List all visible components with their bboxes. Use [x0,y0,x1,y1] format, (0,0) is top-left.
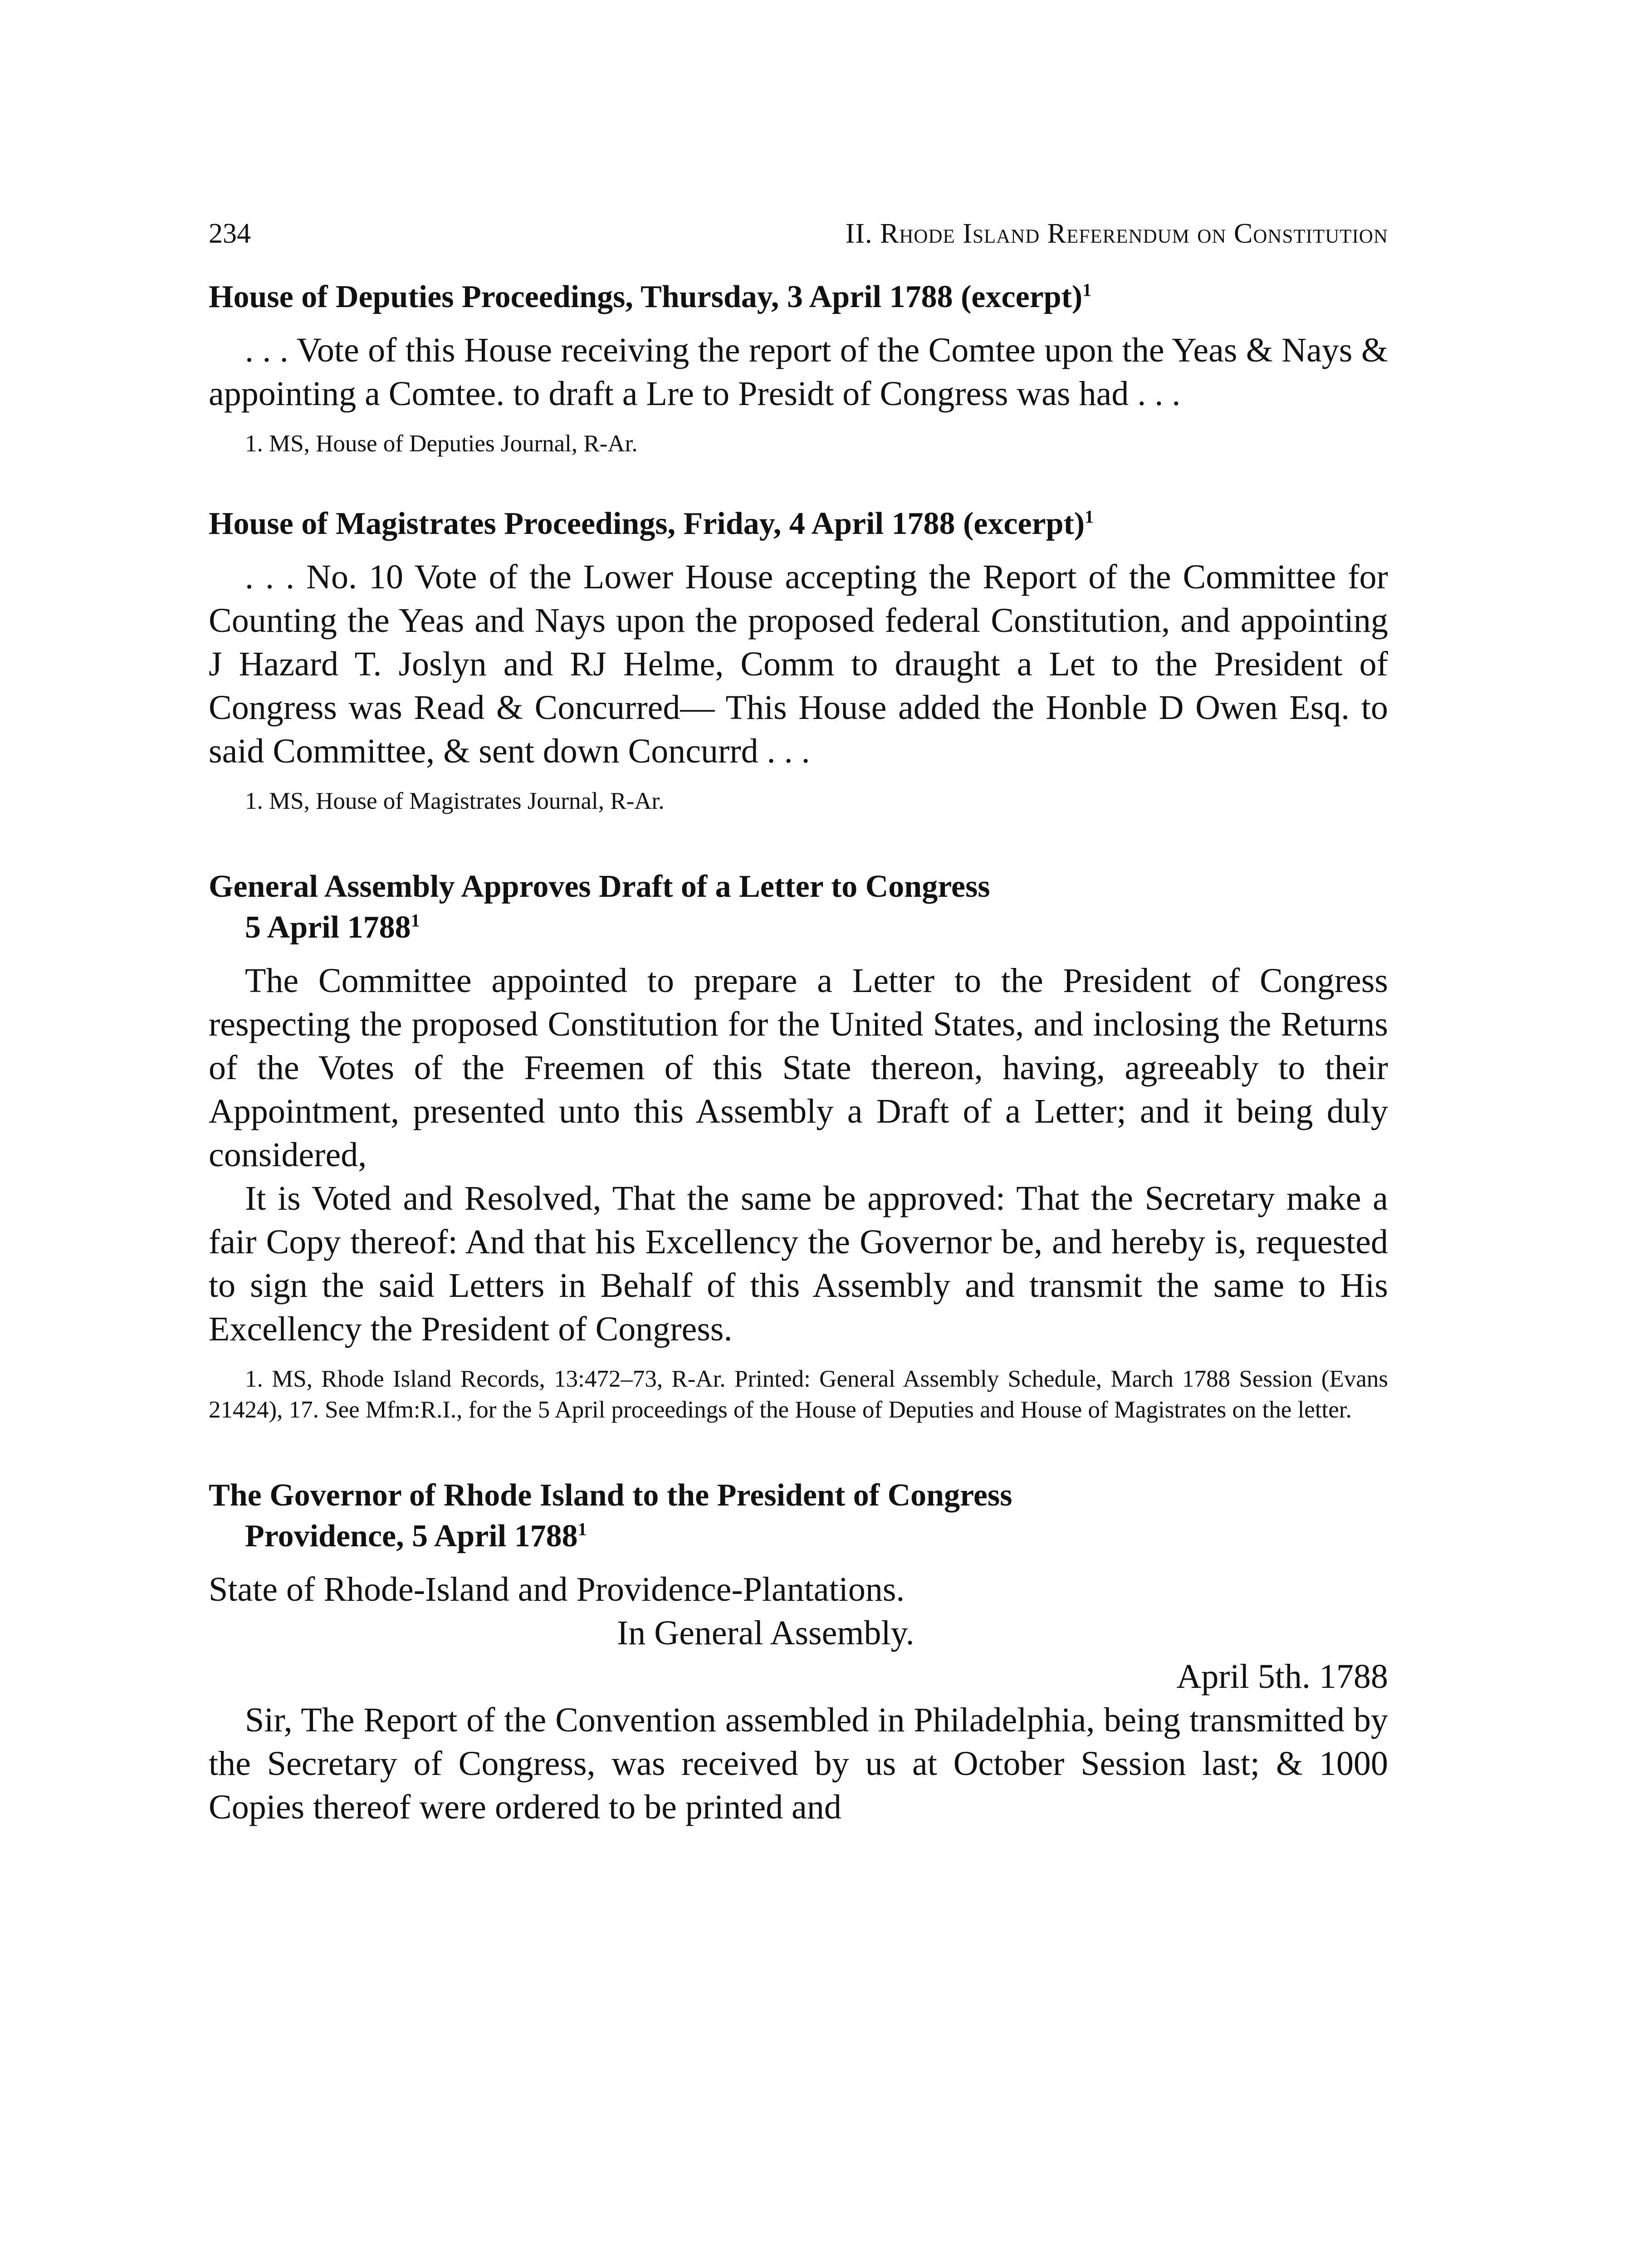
letter-address-line: State of Rhode-Island and Providence-Plantations. [209,1570,905,1608]
heading-line-date [209,907,1388,948]
heading-line: House of Magistrates Proceedings, Friday, 4 April 1788 (excerpt) [209,506,1085,541]
section-house-of-magistrates [209,503,1388,816]
page-number: 234 [209,218,251,249]
body-paragraph: The Committee appointed to prepare a Letter to the President of Congress respecting the proposed Constitution for the United States, and inclosing the Returns of the Votes of the Freemen of this State thereon, having, agreeably to their Appointment, presented unto this Assembly a Draft of a Letter; and it being duly considered, [209,962,1388,1174]
section-governor-letter [209,1475,1388,1829]
body-paragraph: . . . No. 10 Vote of the Lower House accepting the Report of the Committee for Counting the Yeas and Nays upon the proposed federal Constitution, and appointing J Hazard T. Joslyn and RJ Helme, Comm to draught a Let to the President of Congress was Read & Concurred— This House added the Honble D Owen Esq. to said Committee, & sent down Concurrd . . . [209,558,1388,770]
heading-date: 5 April 1788 [245,910,411,945]
section-house-of-deputies [209,277,1388,459]
heading-line: House of Deputies Proceedings, Thursday, 3 April 1788 (excerpt) [209,279,1083,314]
section-heading [209,1475,1388,1557]
footnote-mark: 1 [411,910,420,931]
page-content [209,218,1388,1829]
footnote-mark: 1 [1082,279,1092,300]
footnote: 1. MS, Rhode Island Records, 13:472–73, R-Ar. Printed: General Assembly Schedule, March 1788 Session (Evans 21424), 17. See Mfm:R.I., for the 5 April proceedings of the House of Deputies and House of Magistrates on the letter. [209,1366,1388,1423]
letter-header [209,1568,1388,1698]
running-title: II. Rhode Island Referendum on Constitution [845,218,1388,249]
body-paragraph: . . . Vote of this House receiving the report of the Comtee upon the Yeas & Nays & appointing a Comtee. to draft a Lre to Presidt of Congress was had . . . [209,331,1388,413]
section-heading [209,503,1388,544]
section-heading [209,866,1388,948]
footnote: 1. MS, House of Deputies Journal, R-Ar. [245,430,638,457]
heading-place-date: Providence, 5 April 1788 [245,1519,578,1554]
footnote-mark: 1 [1085,506,1094,527]
section-general-assembly [209,866,1388,1425]
heading-line: General Assembly Approves Draft of a Letter to Congress [209,869,990,904]
body-paragraph: It is Voted and Resolved, That the same be approved: That the Secretary make a fair Copy thereof: And that his Excellency the Governor be, and hereby is, requested to sign the said Letters in Behalf of this Assembly and transmit the same to His Excellency the President of Congress. [209,1179,1388,1348]
heading-line-place-date [209,1516,1388,1557]
heading-line: The Governor of Rhode Island to the President of Congress [209,1478,1012,1513]
letter-date-line: April 5th. 1788 [1176,1657,1388,1696]
running-head [209,218,1388,259]
footnote: 1. MS, House of Magistrates Journal, R-Ar. [245,788,665,814]
letter-paragraph: Sir, The Report of the Convention assembled in Philadelphia, being transmitted by the Secretary of Congress, was received by us at October Session last; & 1000 Copies thereof were ordered to be printed and [209,1701,1388,1826]
section-heading [209,277,1388,318]
footnote-mark: 1 [577,1519,587,1540]
letter-assembly-line: In General Assembly. [617,1614,914,1652]
